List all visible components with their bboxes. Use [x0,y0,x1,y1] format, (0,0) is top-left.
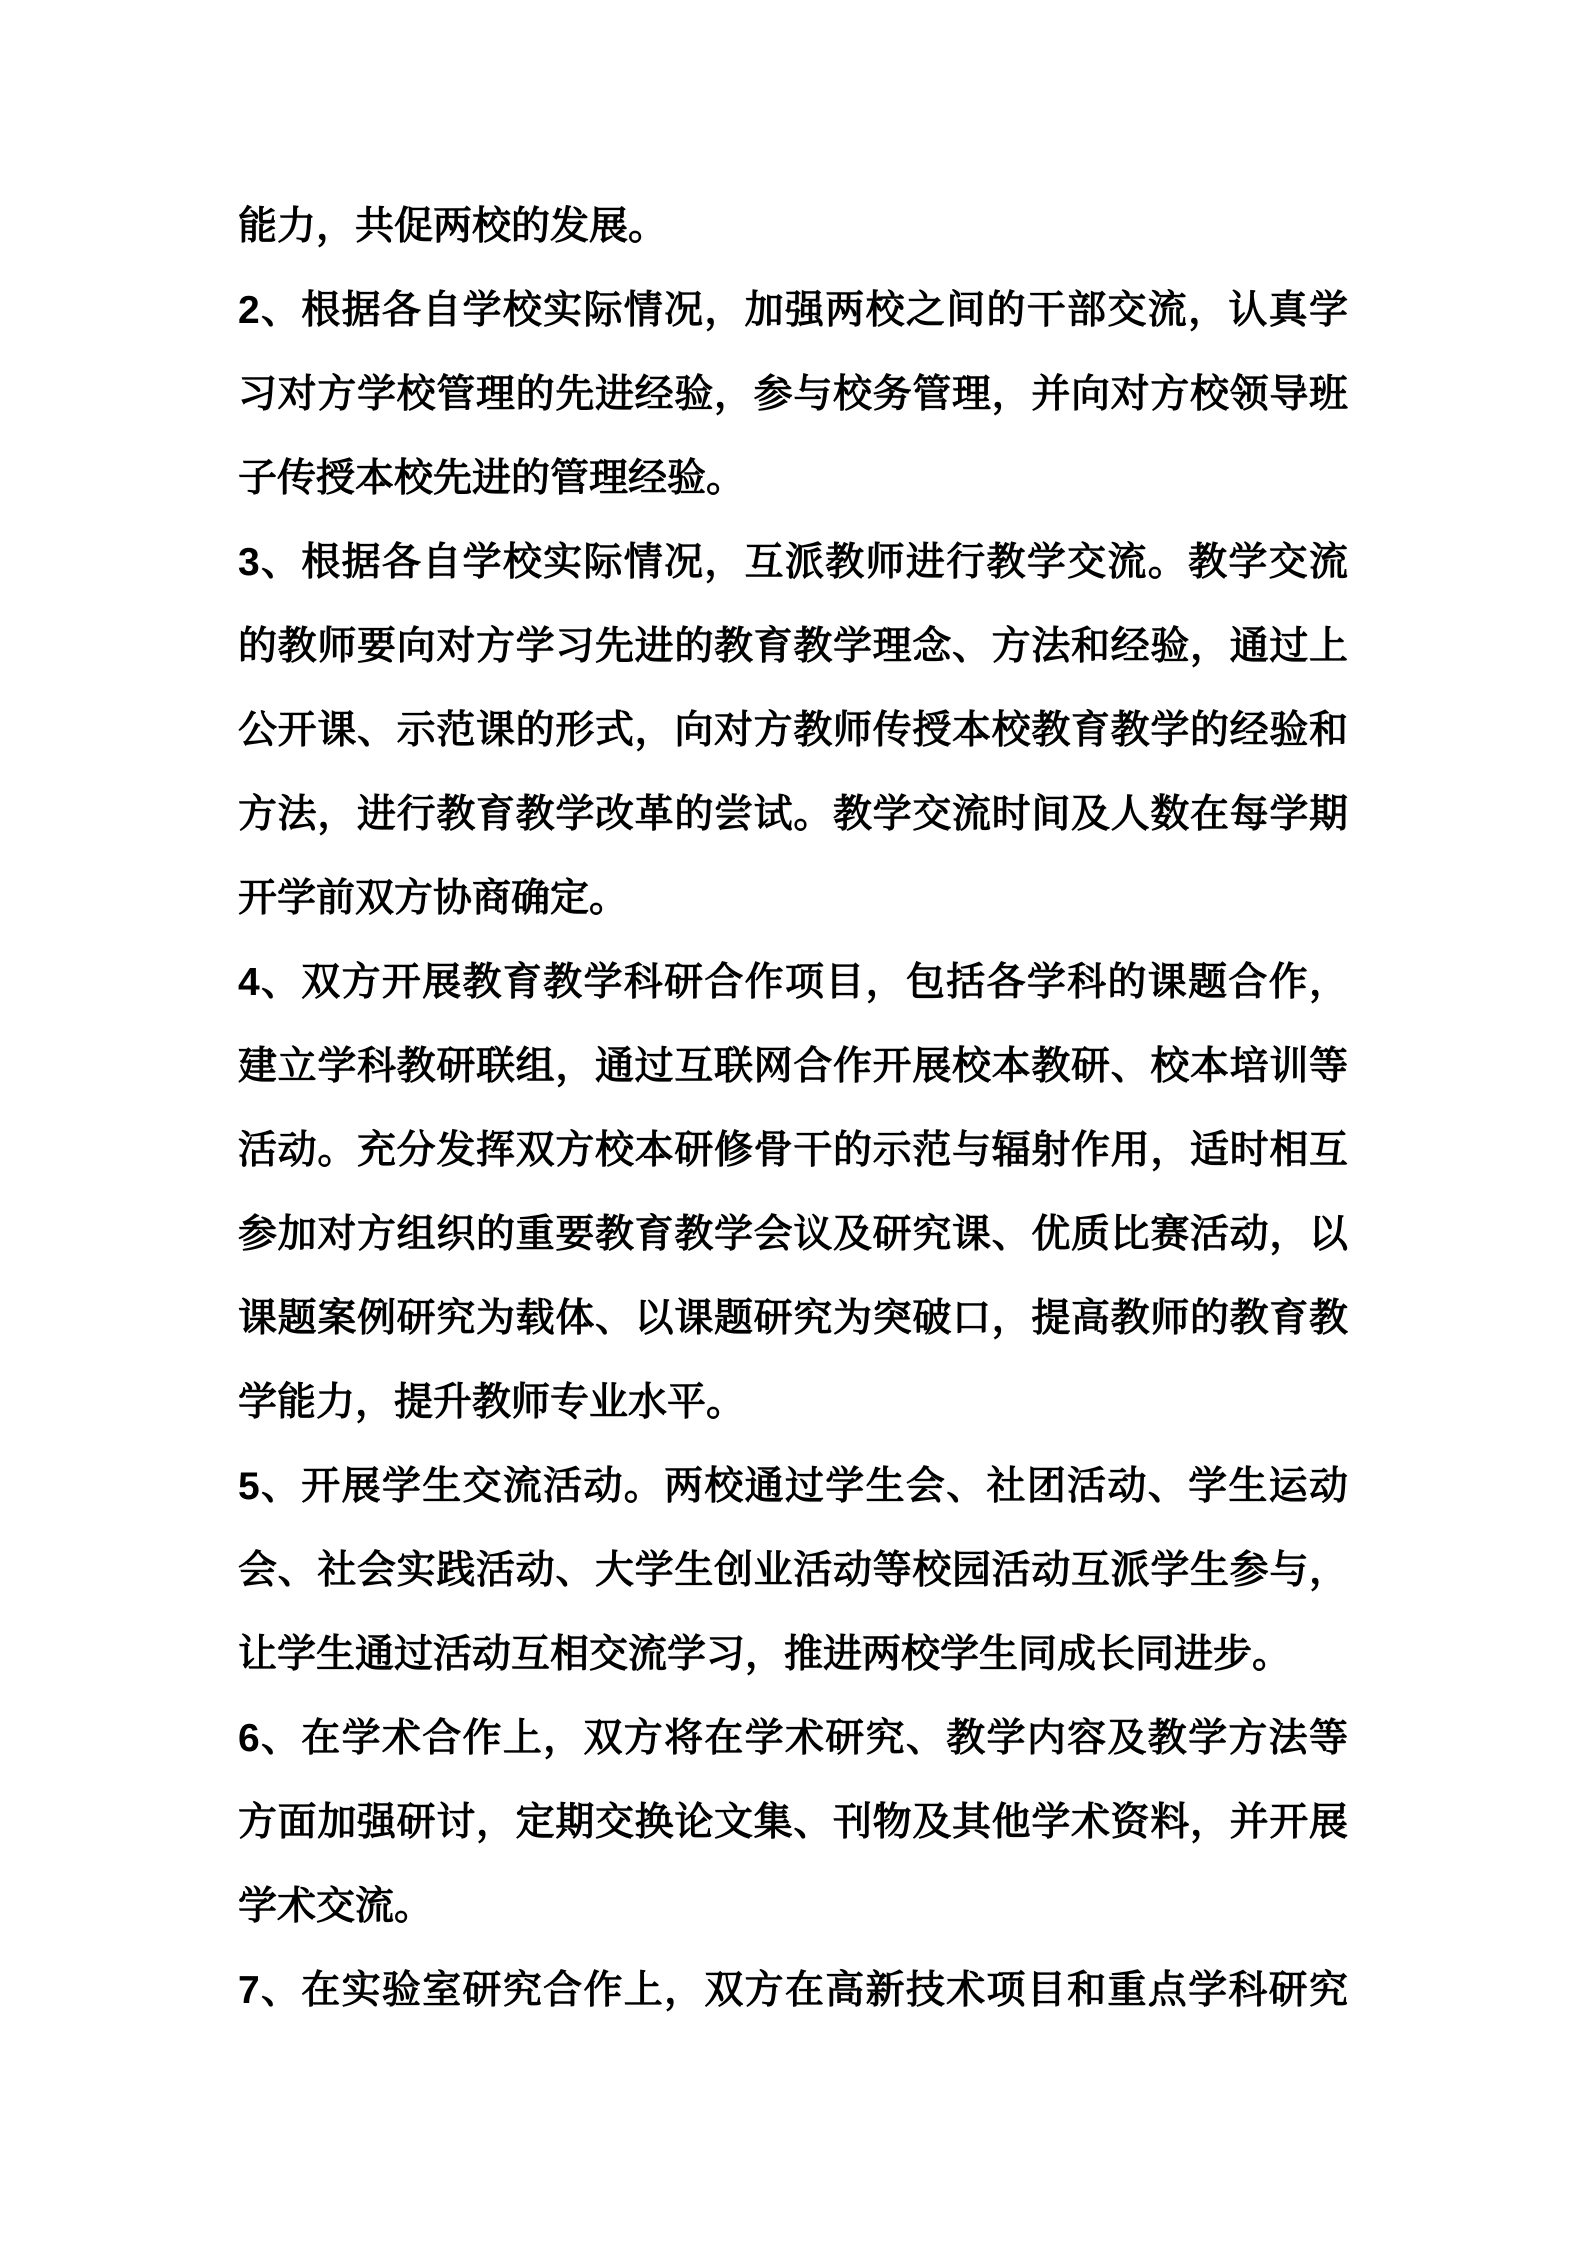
text-line: 开学前双方协商确定。 [238,877,629,920]
text-line: 习对方学校管理的先进经验，参与校务管理，并向对方校领导班 [238,373,1348,416]
text-line: 建立学科教研联组，通过互联网合作开展校本教研、校本培训等 [238,1045,1348,1088]
text-line: 学能力，提升教师专业水平。 [238,1381,746,1424]
text-line: 活动。充分发挥双方校本研修骨干的示范与辐射作用，适时相互 [238,1129,1348,1172]
text-line: 能力，共促两校的发展。 [238,205,668,248]
text-line: 7、在实验室研究合作上，双方在高新技术项目和重点学科研究 [238,1969,1348,2012]
text-line: 的教师要向对方学习先进的教育教学理念、方法和经验，通过上 [238,625,1348,668]
text-line: 课题案例研究为载体、以课题研究为突破口，提高教师的教育教 [238,1297,1348,1340]
text-line: 学术交流。 [238,1885,434,1928]
text-line: 方法，进行教育教学改革的尝试。教学交流时间及人数在每学期 [238,793,1348,836]
text-line: 6、在学术合作上，双方将在学术研究、教学内容及教学方法等 [238,1717,1348,1760]
text-line: 方面加强研讨，定期交换论文集、刊物及其他学术资料，并开展 [238,1801,1348,1844]
document-text-block [238,185,1348,2033]
text-line: 让学生通过活动互相交流学习，推进两校学生同成长同进步。 [238,1633,1292,1676]
text-line: 4、双方开展教育教学科研合作项目，包括各学科的课题合作， [238,961,1348,1004]
text-line: 参加对方组织的重要教育教学会议及研究课、优质比赛活动，以 [238,1213,1348,1256]
text-line: 公开课、示范课的形式，向对方教师传授本校教育教学的经验和 [238,709,1348,752]
text-line: 会、社会实践活动、大学生创业活动等校园活动互派学生参与， [238,1549,1348,1592]
text-line: 子传授本校先进的管理经验。 [238,457,746,500]
text-line: 3、根据各自学校实际情况，互派教师进行教学交流。教学交流 [238,541,1348,584]
text-line: 5、开展学生交流活动。两校通过学生会、社团活动、学生运动 [238,1465,1348,1508]
text-line: 2、根据各自学校实际情况，加强两校之间的干部交流，认真学 [238,289,1348,332]
